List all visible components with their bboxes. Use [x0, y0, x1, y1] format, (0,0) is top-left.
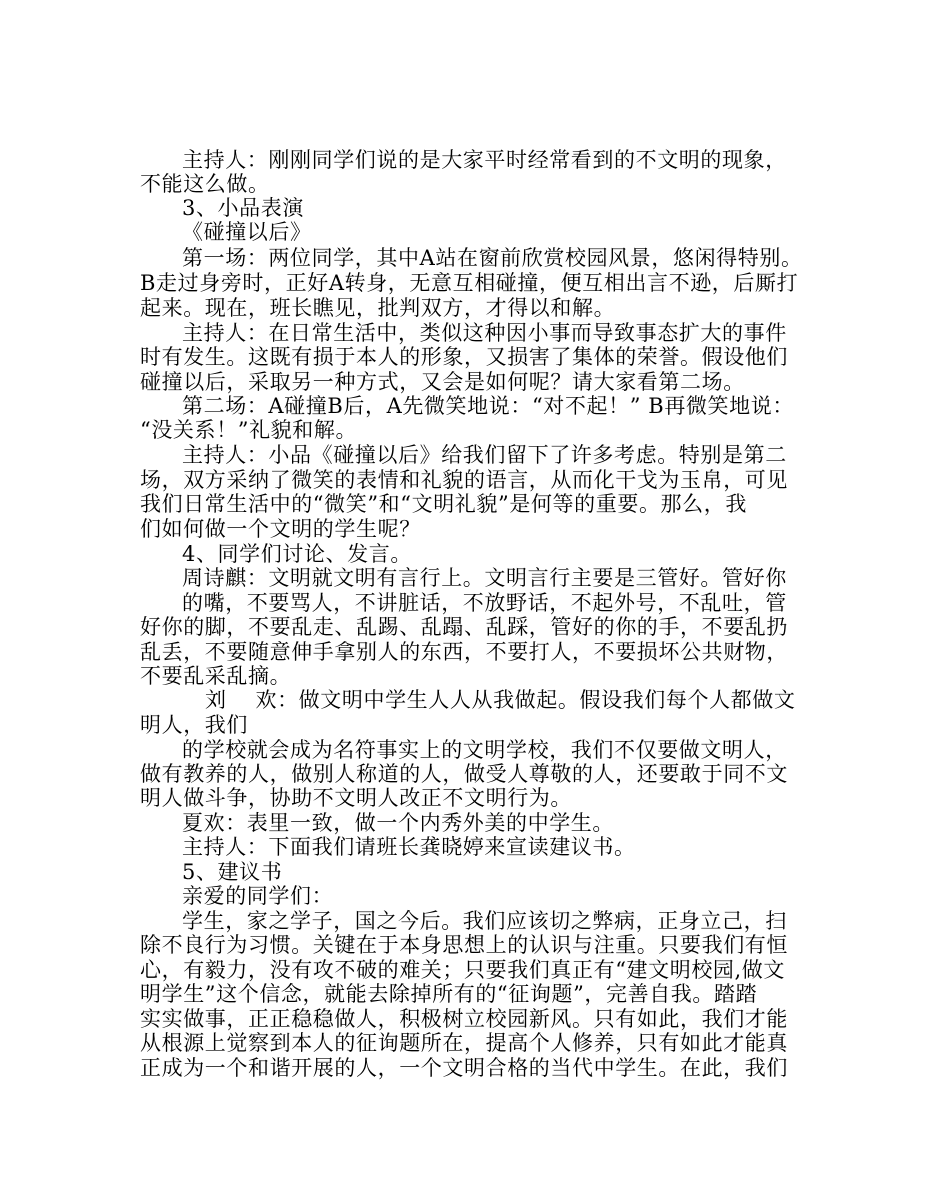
paragraph-line: 主持人：小品《碰撞以后》给我们留下了许多考虑。特别是第二 [182, 443, 787, 467]
paragraph-line: 的嘴，不要骂人，不讲脏话，不放野话，不起外号，不乱吐，管 [182, 591, 787, 615]
paragraph-line: 我们日常生活中的“微笑”和“文明礼貌”是何等的重要。那么，我 [140, 492, 747, 516]
paragraph-line: 从根源上觉察到本人的征询题所在，提高个人修养，只有如此才能真 [140, 1031, 788, 1055]
paragraph-line: 除不良行为习惯。关键在于本身思想上的认识与注重。只要我们有恒 [140, 933, 788, 957]
paragraph-line: 明人做斗争，协助不文明人改正不文明行为。 [140, 786, 572, 810]
paragraph-line: 主持人：在日常生活中，类似这种因小事而导致事态扩大的事件 [182, 321, 787, 345]
paragraph-line: 周诗麒：文明就文明有言行上。文明言行主要是三管好。管好你 [182, 566, 787, 590]
paragraph-line: 的学校就会成为名符事实上的文明学校，我们不仅要做文明人， [182, 738, 787, 762]
paragraph-line: 刘 欢：做文明中学生人人从我做起。假设我们每个人都做文 [205, 688, 796, 712]
paragraph-line: 第一场：两位同学，其中A站在窗前欣赏校园风景，悠闲得特别。 [182, 246, 803, 270]
paragraph-line: 起来。现在，班长瞧见，批判双方，才得以和解。 [140, 296, 616, 320]
paragraph-line: 主持人：下面我们请班长龚晓婷来宣读建议书。 [182, 835, 636, 859]
paragraph-line: 做有教养的人，做别人称道的人，做受人尊敬的人，还要敢于同不文 [140, 762, 788, 786]
paragraph-line: 正成为一个和谐开展的人，一个文明合格的当代中学生。在此，我们 [140, 1056, 788, 1080]
letter-salutation: 亲爱的同学们： [182, 884, 334, 908]
paragraph-line: 时有发生。这既有损于本人的形象，又损害了集体的荣誉。假设他们 [140, 345, 788, 369]
section-heading: 4、同学们讨论、发言。 [182, 542, 412, 566]
paragraph-line: 不要乱采乱摘。 [140, 664, 292, 688]
skit-title: 《碰撞以后》 [182, 220, 312, 244]
paragraph-line: 夏欢：表里一致，做一个内秀外美的中学生。 [182, 811, 614, 835]
paragraph-line: 不能这么做。 [140, 172, 270, 196]
paragraph-line: B走过身旁时，正好A转身，无意互相碰撞，便互相出言不逊，后厮打 [140, 271, 799, 295]
paragraph-line: 主持人：刚刚同学们说的是大家平时经常看到的不文明的现象， [182, 148, 787, 172]
paragraph-line: 乱丢，不要随意伸手拿别人的东西，不要打人，不要损坏公共财物， [140, 640, 788, 664]
section-heading: 5、建议书 [182, 860, 283, 884]
paragraph-line: 们如何做一个文明的学生呢？ [140, 517, 421, 541]
paragraph-line: 学生，家之学子，国之今后。我们应该切之弊病，正身立己，扫 [182, 909, 787, 933]
paragraph-line: “没关系！”礼貌和解。 [140, 418, 358, 442]
paragraph-line: 场，双方采纳了微笑的表情和礼貌的语言，从而化干戈为玉帛，可见 [140, 468, 788, 492]
paragraph-line: 明学生”这个信念，就能去除掉所有的“征询题”，完善自我。踏踏 [140, 982, 758, 1006]
paragraph-line: 实实做事，正正稳稳做人，积极树立校园新风。只有如此，我们才能 [140, 1007, 788, 1031]
paragraph-line: 好你的脚，不要乱走、乱踢、乱蹋、乱踩，管好的你的手，不要乱扔 [140, 615, 788, 639]
paragraph-line: 心，有毅力，没有攻不破的难关；只要我们真正有“建文明校园,做文 [140, 958, 786, 982]
paragraph-line: 第二场：A碰撞B后，A先微笑地说：“对不起！” B再微笑地说： [182, 394, 794, 418]
section-heading: 3、小品表演 [182, 196, 304, 220]
paragraph-line: 明人，我们 [140, 713, 248, 737]
paragraph-line: 碰撞以后，采取另一种方式，又会是如何呢？请大家看第二场。 [140, 370, 745, 394]
